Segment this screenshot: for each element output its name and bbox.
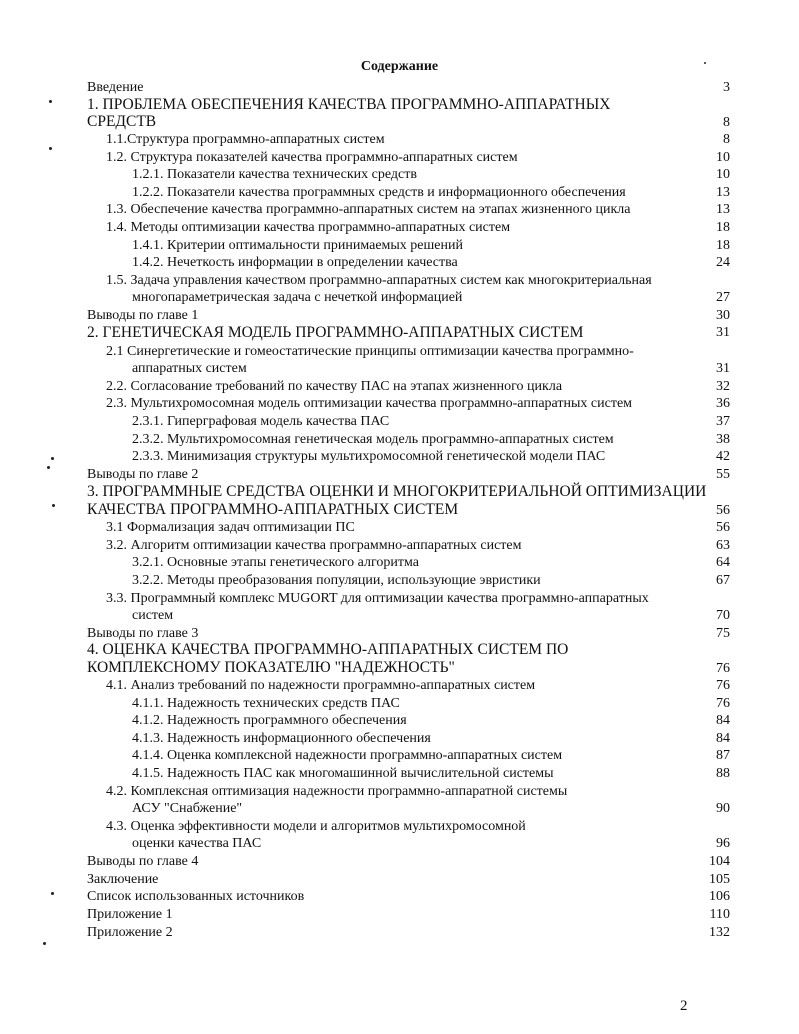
toc-entry-text: 2.2. Согласование требований по качеству ПАС на этапах жизненного цикла bbox=[106, 379, 563, 394]
toc-entry-page: 84 bbox=[716, 713, 730, 728]
toc-entry-page: 104 bbox=[709, 854, 730, 869]
margin-speck bbox=[51, 457, 54, 460]
toc-entry-text: 2. ГЕНЕТИЧЕСКАЯ МОДЕЛЬ ПРОГРАММНО-АППАРАТНЫХ СИСТЕМ bbox=[87, 324, 584, 341]
toc-entry-continuation: многопараметрическая задача с нечеткой информацией bbox=[132, 290, 463, 305]
toc-entry-continuation: оценки качества ПАС bbox=[132, 836, 262, 851]
toc-entry-text: Выводы по главе 3 bbox=[87, 626, 199, 641]
toc-entry-text: 1.3. Обеспечение качества программно-аппаратных систем на этапах жизненного цикла bbox=[106, 202, 631, 217]
toc-entry-page: 13 bbox=[716, 185, 730, 200]
toc-entry-text: Выводы по главе 4 bbox=[87, 854, 199, 869]
toc-entry-page: 10 bbox=[716, 167, 730, 182]
toc-entry-page: 105 bbox=[709, 872, 730, 887]
margin-speck bbox=[47, 466, 50, 469]
toc-entry-text: 2.3. Мультихромосомная модель оптимизации качества программно-аппаратных систем bbox=[106, 396, 633, 411]
toc-entry-text: 2.3.2. Мультихромосомная генетическая модель программно-аппаратных систем bbox=[132, 432, 614, 447]
toc-entry-page: 75 bbox=[716, 626, 730, 641]
toc-entry-continuation: СРЕДСТВ bbox=[87, 113, 157, 130]
toc-entry-page: 76 bbox=[716, 678, 730, 693]
toc-entry-page: 42 bbox=[716, 449, 730, 464]
toc-entry-text: 1.4.1. Критерии оптимальности принимаемых решений bbox=[132, 238, 463, 253]
toc-entry-page: 3 bbox=[723, 80, 730, 95]
toc-entry-text: 4.1.5. Надежность ПАС как многомашинной вычислительной системы bbox=[132, 766, 554, 781]
toc-title: Содержание bbox=[360, 59, 439, 74]
toc-entry-page: 76 bbox=[716, 661, 730, 676]
toc-entry-page: 132 bbox=[709, 925, 730, 940]
toc-entry-text: Введение bbox=[87, 80, 144, 95]
toc-entry-page: 70 bbox=[716, 608, 730, 623]
margin-speck bbox=[51, 892, 54, 895]
toc-entry-text: 3.2.2. Методы преобразования популяции, использующие эвристики bbox=[132, 573, 541, 588]
toc-entry-page: 76 bbox=[716, 696, 730, 711]
toc-entry-page: 55 bbox=[716, 467, 730, 482]
toc-entry-page: 8 bbox=[723, 115, 730, 130]
toc-entry-page: 37 bbox=[716, 414, 730, 429]
toc-entry-text: 4.3. Оценка эффективности модели и алгоритмов мультихромосомной bbox=[106, 819, 526, 834]
toc-entry-text: Список использованных источников bbox=[87, 889, 305, 904]
toc-entry-page: 30 bbox=[716, 308, 730, 323]
toc-entry-page: 67 bbox=[716, 573, 730, 588]
toc-entry-page: 32 bbox=[716, 379, 730, 394]
toc-entry-page: 56 bbox=[716, 503, 730, 518]
toc-entry-continuation: КАЧЕСТВА ПРОГРАММНО-АППАРАТНЫХ СИСТЕМ bbox=[87, 501, 459, 518]
margin-speck bbox=[43, 942, 46, 945]
toc-entry-text: Выводы по главе 2 bbox=[87, 467, 199, 482]
toc-entry-page: 63 bbox=[716, 538, 730, 553]
toc-entry-text: 1.5. Задача управления качеством программно-аппаратных систем как многокритериальная bbox=[106, 273, 652, 288]
toc-entry-text: 2.3.1. Гиперграфовая модель качества ПАС bbox=[132, 414, 390, 429]
toc-entry-page: 18 bbox=[716, 238, 730, 253]
toc-entry-page: 27 bbox=[716, 290, 730, 305]
toc-entry-continuation: АСУ "Снабжение" bbox=[132, 801, 243, 816]
margin-speck bbox=[704, 62, 706, 64]
toc-entry-text: Выводы по главе 1 bbox=[87, 308, 199, 323]
toc-entry-page: 10 bbox=[716, 150, 730, 165]
toc-entry-text: 3.3. Программный комплекс MUGORT для оптимизации качества программно-аппаратных bbox=[106, 591, 649, 606]
toc-entry-text: 1.4. Методы оптимизации качества программно-аппаратных систем bbox=[106, 220, 511, 235]
toc-entry-page: 31 bbox=[716, 361, 730, 376]
toc-entry-text: 1.1.Структура программно-аппаратных систем bbox=[106, 132, 385, 147]
toc-entry-text: 1.2. Структура показателей качества программно-аппаратных систем bbox=[106, 150, 518, 165]
toc-entry-text: 2.1 Синергетические и гомеостатические принципы оптимизации качества программно- bbox=[106, 344, 634, 359]
toc-entry-page: 56 bbox=[716, 520, 730, 535]
toc-entry-text: 4.1.4. Оценка комплексной надежности программно-аппаратных систем bbox=[132, 748, 563, 763]
toc-entry-continuation: КОМПЛЕКСНОМУ ПОКАЗАТЕЛЮ "НАДЕЖНОСТЬ" bbox=[87, 659, 455, 676]
toc-entry-text: 4.2. Комплексная оптимизация надежности программно-аппаратной системы bbox=[106, 784, 568, 799]
toc-entry-text: 4.1.2. Надежность программного обеспечения bbox=[132, 713, 407, 728]
toc-entry-page: 96 bbox=[716, 836, 730, 851]
toc-entry-text: 4.1.1. Надежность технических средств ПАС bbox=[132, 696, 400, 711]
toc-entry-text: Заключение bbox=[87, 872, 159, 887]
toc-entry-page: 64 bbox=[716, 555, 730, 570]
toc-entry-text: 2.3.3. Минимизация структуры мультихромосомной генетической модели ПАС bbox=[132, 449, 606, 464]
toc-entry-page: 84 bbox=[716, 731, 730, 746]
toc-entry-page: 87 bbox=[716, 748, 730, 763]
toc-entry-text: 1.4.2. Нечеткость информации в определении качества bbox=[132, 255, 458, 270]
toc-entry-page: 36 bbox=[716, 396, 730, 411]
toc-entry-text: 3. ПРОГРАММНЫЕ СРЕДСТВА ОЦЕНКИ И МНОГОКРИТЕРИАЛЬНОЙ ОПТИМИЗАЦИИ bbox=[87, 483, 707, 500]
margin-speck bbox=[52, 504, 55, 507]
toc-entry-text: 1. ПРОБЛЕМА ОБЕСПЕЧЕНИЯ КАЧЕСТВА ПРОГРАММНО-АППАРАТНЫХ bbox=[87, 96, 611, 113]
toc-entry-text: 4. ОЦЕНКА КАЧЕСТВА ПРОГРАММНО-АППАРАТНЫХ СИСТЕМ ПО bbox=[87, 641, 569, 658]
toc-entry-text: Приложение 2 bbox=[87, 925, 173, 940]
toc-entry-text: 3.2. Алгоритм оптимизации качества программно-аппаратных систем bbox=[106, 538, 522, 553]
toc-entry-page: 38 bbox=[716, 432, 730, 447]
toc-entry-text: 1.2.2. Показатели качества программных средств и информационного обеспечения bbox=[132, 185, 626, 200]
toc-entry-text: 3.2.1. Основные этапы генетического алгоритма bbox=[132, 555, 419, 570]
toc-entry-page: 110 bbox=[709, 907, 730, 922]
toc-entry-page: 106 bbox=[709, 889, 730, 904]
toc-entry-text: 4.1.3. Надежность информационного обеспечения bbox=[132, 731, 431, 746]
toc-entry-text: 1.2.1. Показатели качества технических средств bbox=[132, 167, 417, 182]
toc-entry-text: 4.1. Анализ требований по надежности программно-аппаратных систем bbox=[106, 678, 536, 693]
margin-speck bbox=[49, 100, 52, 103]
toc-entry-page: 90 bbox=[716, 801, 730, 816]
toc-entry-page: 24 bbox=[716, 255, 730, 270]
toc-entry-text: Приложение 1 bbox=[87, 907, 173, 922]
toc-entry-page: 13 bbox=[716, 202, 730, 217]
toc-entry-page: 8 bbox=[723, 132, 730, 147]
margin-speck bbox=[49, 147, 52, 150]
page-number: 2 bbox=[680, 998, 688, 1014]
toc-entry-text: 3.1 Формализация задач оптимизации ПС bbox=[106, 520, 355, 535]
toc-entry-page: 31 bbox=[716, 325, 730, 340]
toc-entry-continuation: аппаратных систем bbox=[132, 361, 247, 376]
toc-entry-page: 88 bbox=[716, 766, 730, 781]
toc-entry-continuation: систем bbox=[132, 608, 174, 623]
toc-entry-page: 18 bbox=[716, 220, 730, 235]
